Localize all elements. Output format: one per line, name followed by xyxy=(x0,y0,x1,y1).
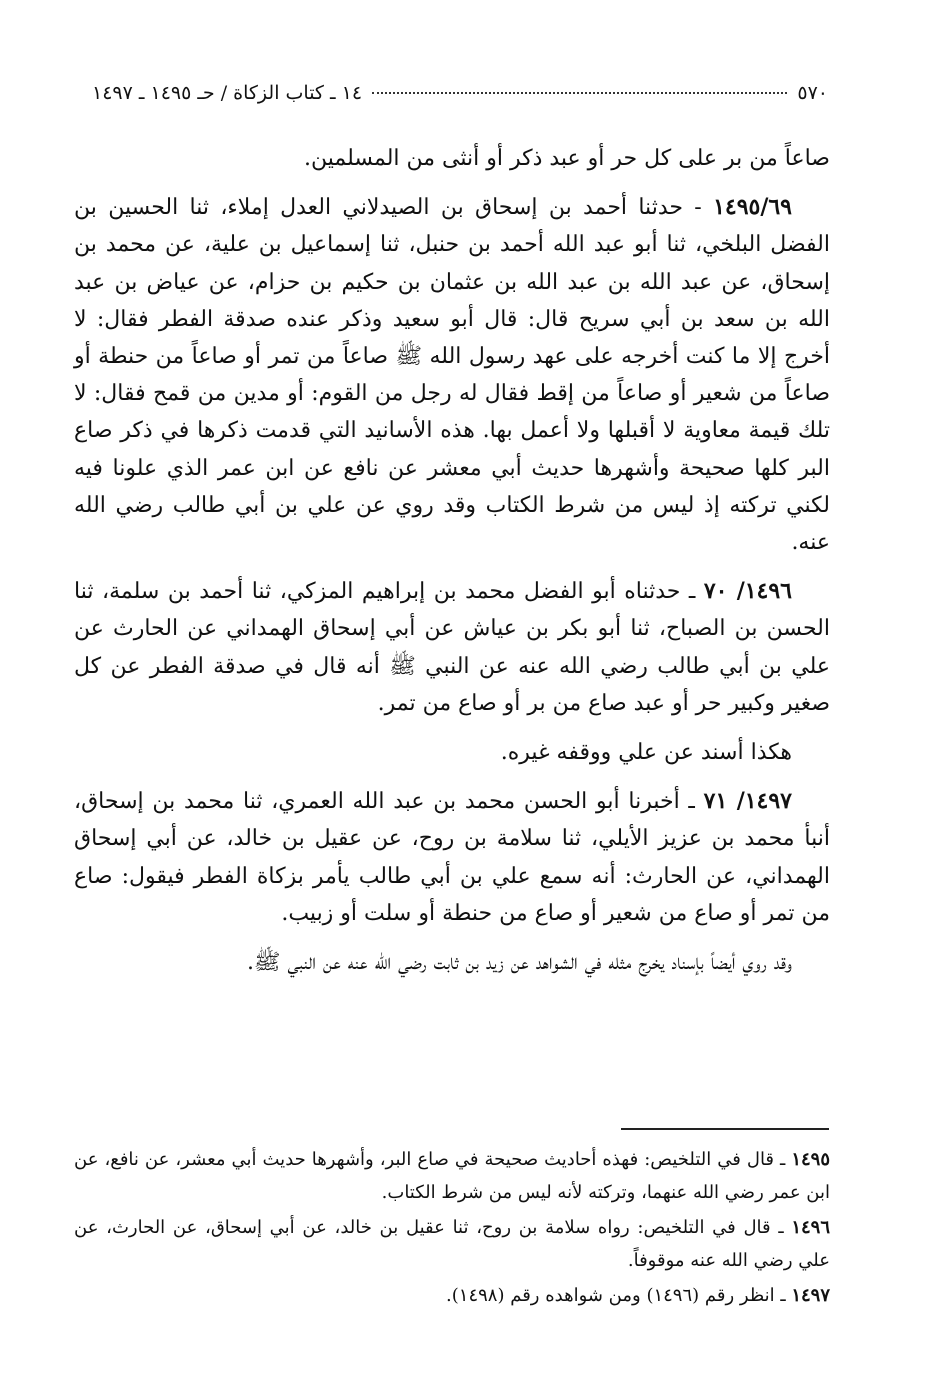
paragraph-text: وقد روي أيضاً بإسناد يخرج مثله في الشواهد عن زيد بن ثابت رضي الله عنه عن النبي ﷺ. xyxy=(246,950,792,976)
running-title: ١٤ ـ كتاب الزكاة / حـ ١٤٩٥ ـ ١٤٩٧ xyxy=(92,82,363,104)
main-text xyxy=(74,140,830,993)
hadith-number: ١٤٩٧/ ٧١ xyxy=(703,788,792,815)
footnote-text: ـ قال في التلخيص: رواه سلامة بن روح، ثنا عقيل بن خالد، عن أبي إسحاق، عن الحارث، عن علي رضي الله عنه موقوفاً. xyxy=(74,1217,830,1271)
paragraph-text: صاعاً من بر على كل حر أو عبد ذكر أو أنثى من المسلمين. xyxy=(303,146,830,171)
footnote-number: ١٤٩٧ xyxy=(791,1285,830,1306)
footnote-number: ١٤٩٦ xyxy=(791,1217,830,1238)
header-leader-dots xyxy=(372,92,787,94)
paragraph-note xyxy=(74,944,830,981)
page-number: ٥٧٠ xyxy=(797,82,828,104)
hadith-number: ١٤٩٥/٦٩ xyxy=(713,194,792,221)
paragraph-text: - حدثنا أحمد بن إسحاق بن الصيدلاني العدل إملاء، ثنا الحسين بن الفضل البلخي، ثنا أبو عبد الله أحمد بن حنبل، ثنا إسماعيل بن علية، عن محمد بن إسحاق، عن عبد الله بن عبد الله بن عثمان بن حكيم بن حزام، عن عياض بن عبد الله بن سعد بن أبي سريح قال: قال أبو سعيد وذكر عنده صدقة الفطر فقال: لا أخرج إلا ما كنت أخرجه على عهد رسول الله ﷺ صاعاً من تمر أو صاعاً من حنطة أو صاعاً من شعير أو صاعاً من إقط فقال له رجل من القوم: أو مدين من قمح فقال: لا تلك قيمة معاوية لا أقبلها ولا أعمل بها. هذه الأسانيد التي قدمت ذكرها في ذكر صاع البر كلها صحيحة وأشهرها حديث أبي معشر عن نافع عن ابن عمر الذي علونا فيه لكني تركته إذ ليس من شرط الكتاب وقد روي عن علي بن أبي طالب رضي الله عنه. xyxy=(74,195,830,556)
page-header xyxy=(92,82,828,104)
footnote xyxy=(74,1279,830,1312)
footnote-text: ـ انظر رقم (١٤٩٦) ومن شواهده رقم (١٤٩٨). xyxy=(446,1285,786,1306)
hadith-paragraph xyxy=(74,573,830,722)
paragraph-text: ـ حدثناه أبو الفضل محمد بن إبراهيم المزكي، ثنا أحمد بن سلمة، ثنا الحسن بن الصباح، ثنا أبو بكر بن عياش عن أبي إسحاق الهمداني عن الحارث عن علي بن أبي طالب رضي الله عنه عن النبي ﷺ أنه قال في صدقة الفطر عن كل صغير وكبير حر أو عبد صاع من بر أو صاع من تمر. xyxy=(74,579,830,716)
hadith-paragraph xyxy=(74,189,830,561)
footnote-number: ١٤٩٥ xyxy=(791,1149,830,1170)
footnote xyxy=(74,1143,830,1209)
paragraph-note xyxy=(74,734,830,771)
paragraph-text: هكذا أسند عن علي ووقفه غيره. xyxy=(500,740,792,766)
footnote xyxy=(74,1211,830,1277)
hadith-paragraph xyxy=(74,783,830,932)
paragraph-continuation xyxy=(74,140,830,177)
footnote-text: ـ قال في التلخيص: فهذه أحاديث صحيحة في صاع البر، وأشهرها حديث أبي معشر، عن نافع، عن ابن عمر رضي الله عنهما، وتركته لأنه ليس من شرط الكتاب. xyxy=(74,1149,830,1203)
hadith-number: ١٤٩٦/ ٧٠ xyxy=(703,578,792,605)
paragraph-text: ـ أخبرنا أبو الحسن محمد بن عبد الله العمري، ثنا محمد بن إسحاق، أنبأ محمد بن عزيز الأيلي، ثنا سلامة بن روح، عن عقيل بن خالد، عن أبي إسحاق الهمداني، عن الحارث: أنه سمع علي بن أبي طالب يأمر بزكاة الفطر فيقول: صاع من تمر أو صاع من شعير أو صاع من حنطة أو سلت أو زبيب. xyxy=(74,789,830,926)
footnote-separator xyxy=(621,1128,829,1130)
footnotes xyxy=(74,1143,830,1314)
